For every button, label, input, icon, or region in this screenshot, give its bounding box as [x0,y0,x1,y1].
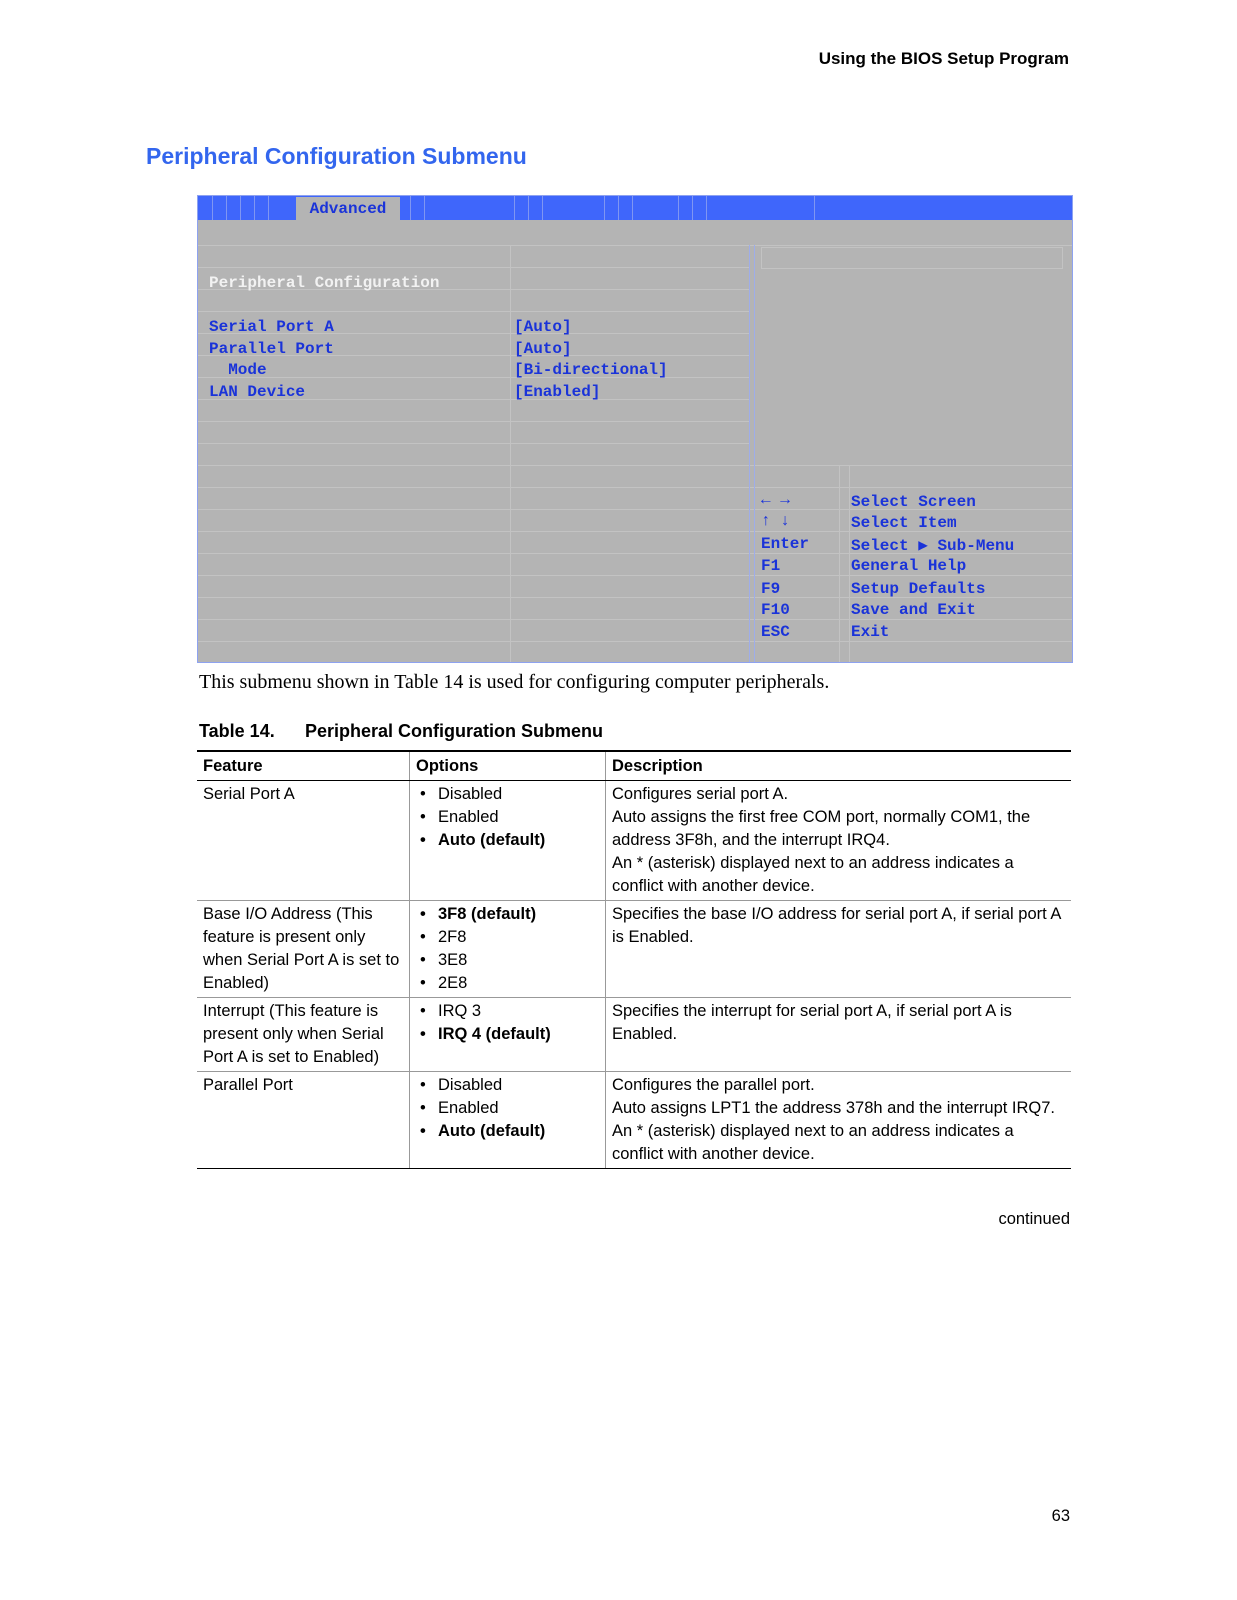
option-item: • Auto (default) [416,1120,599,1143]
option-item: • 2E8 [416,972,599,995]
bios-tab-advanced[interactable]: Advanced [296,197,400,220]
peripheral-configuration-table [197,750,1071,1169]
option-item: • IRQ 4 (default) [416,1023,599,1046]
table-caption [199,721,603,742]
bios-menubar [198,196,1072,220]
description-cell [606,1072,1072,1169]
bios-value-parallel-port[interactable]: [Auto] [514,340,572,358]
bios-key-action: General Help [851,557,967,575]
bios-setting-lan-device[interactable]: LAN Device [209,383,306,401]
option-item: • Auto (default) [416,829,599,852]
description-line: Specifies the base I/O address for serial port A, if serial port A is Enabled. [612,905,1061,946]
bios-key-f9: F9 [761,580,781,598]
bios-setting-parallel-port[interactable]: Parallel Port [209,340,334,358]
options-list [416,783,599,852]
bios-value-serial-port-a[interactable]: [Auto] [514,318,572,336]
option-item: • 2F8 [416,926,599,949]
bios-key-f1: F1 [761,557,781,575]
column-header-description: Description [606,751,1072,781]
bios-setting-mode[interactable]: Mode [209,361,267,379]
options-list [416,903,599,995]
bios-key-esc: ESC [761,623,790,641]
bios-screen [197,195,1073,663]
feature-cell: Serial Port A [197,781,410,901]
column-header-options: Options [410,751,606,781]
description-line: An * (asterisk) displayed next to an address indicates a conflict with another device. [612,854,1014,895]
bios-key-up-down: ↑ ↓ [761,512,790,530]
option-item: • Enabled [416,1097,599,1120]
description-cell [606,901,1072,998]
option-item: • Disabled [416,783,599,806]
bios-value-mode[interactable]: [Bi-directional] [514,361,668,379]
description-line: Auto assigns LPT1 the address 378h and the interrupt IRQ7. [612,1099,1056,1117]
table-row [197,781,1071,901]
bios-key-f10: F10 [761,601,790,619]
bios-value-lan-device[interactable]: [Enabled] [514,383,601,401]
feature-cell: Parallel Port [197,1072,410,1169]
bios-setting-serial-port-a[interactable]: Serial Port A [209,318,334,336]
column-header-feature: Feature [197,751,410,781]
bios-help-box [761,247,1063,269]
description-line: Auto assigns the first free COM port, normally COM1, the address 3F8h, and the interrupt IRQ4. [612,808,1031,849]
table-row [197,998,1071,1072]
options-list [416,1074,599,1143]
option-item: • 3F8 (default) [416,903,599,926]
bios-key-action: Select Item [851,514,957,532]
bios-key-enter: Enter [761,535,810,553]
options-cell [410,998,606,1072]
running-header: Using the BIOS Setup Program [818,49,1069,68]
feature-cell: Interrupt (This feature is present only when Serial Port A is set to Enabled) [197,998,410,1072]
bios-key-action: Select ▶ Sub-Menu [851,537,1015,555]
continued-label: continued [998,1210,1070,1228]
description-cell [606,781,1072,901]
description-line: Specifies the interrupt for serial port A, if serial port A is Enabled. [612,1002,1012,1043]
table-row [197,901,1071,998]
table-row [197,1072,1071,1169]
options-list [416,1000,599,1046]
option-item: • 3E8 [416,949,599,972]
description-line: Configures the parallel port. [612,1076,815,1094]
options-cell [410,781,606,901]
description-line: An * (asterisk) displayed next to an address indicates a conflict with another device. [612,1122,1014,1163]
bios-key-left-right: ← → [761,491,790,509]
bios-key-action: Exit [851,623,890,641]
intro-paragraph: This submenu shown in Table 14 is used for configuring computer peripherals. [199,671,830,693]
options-cell [410,1072,606,1169]
feature-cell: Base I/O Address (This feature is present only when Serial Port A is set to Enabled) [197,901,410,998]
option-item: • Disabled [416,1074,599,1097]
table-caption-number: Table 14. [199,721,275,741]
options-cell [410,901,606,998]
bios-key-action: Save and Exit [851,601,976,619]
bios-key-action: Setup Defaults [851,580,986,598]
bios-key-action: Select Screen [851,493,976,511]
section-title: Peripheral Configuration Submenu [146,143,527,169]
description-cell [606,998,1072,1072]
description-line: Configures serial port A. [612,785,789,803]
page-number: 63 [1051,1507,1070,1525]
option-item: • IRQ 3 [416,1000,599,1023]
bios-panel-title: Peripheral Configuration [209,274,440,292]
option-item: • Enabled [416,806,599,829]
table-header-row [197,751,1071,781]
table-caption-title: Peripheral Configuration Submenu [305,721,604,741]
